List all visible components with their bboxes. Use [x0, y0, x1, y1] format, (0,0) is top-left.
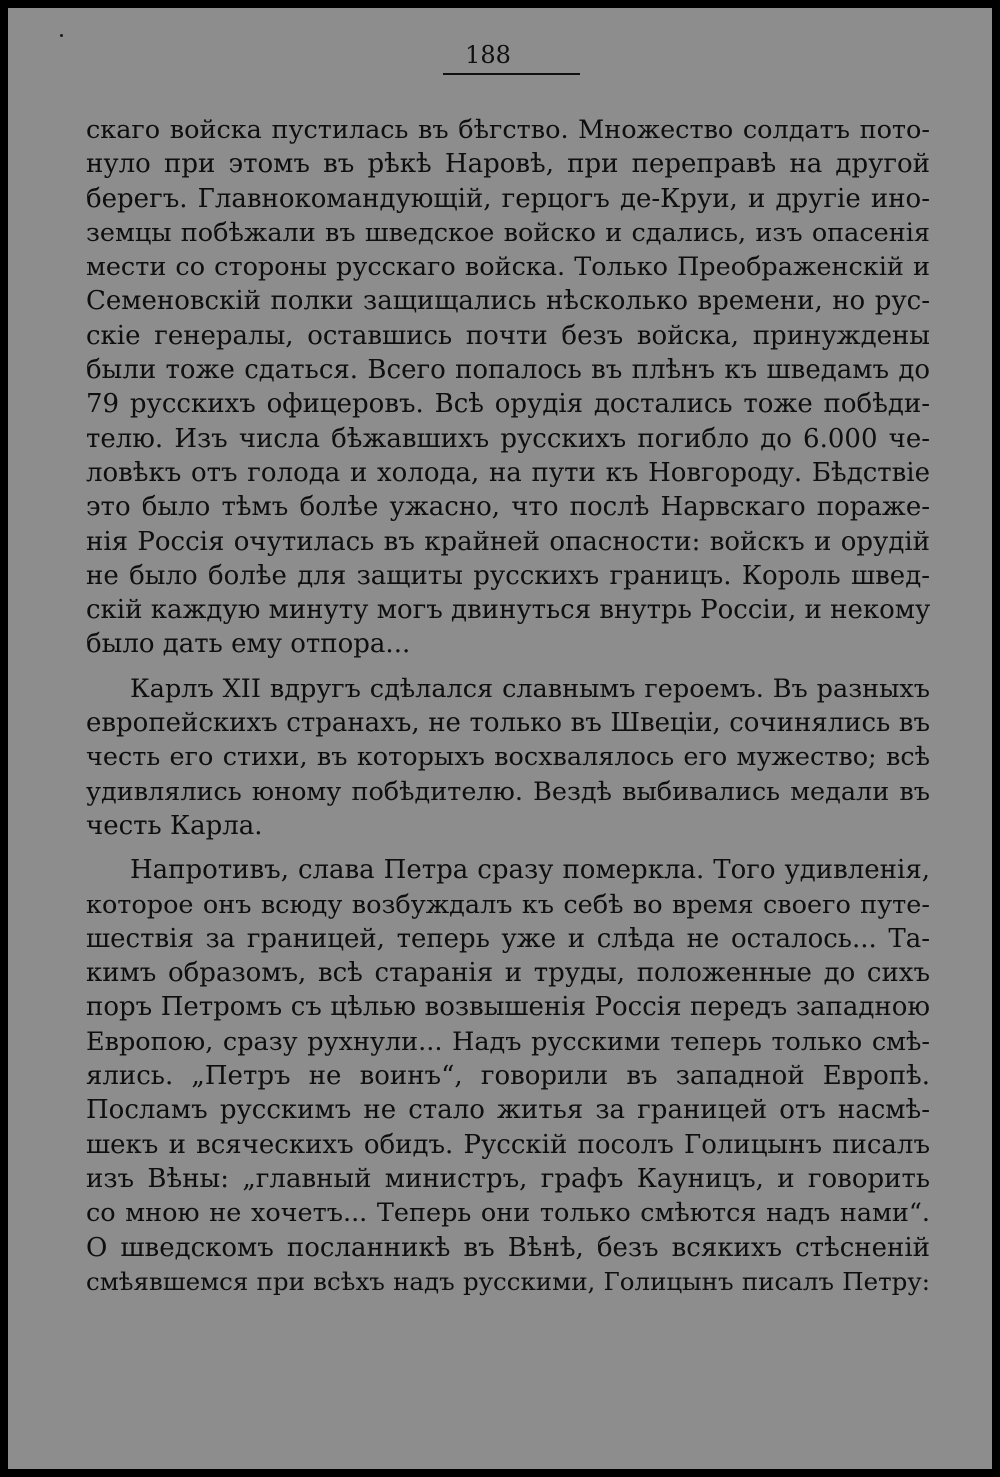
header-rule	[443, 73, 580, 75]
text-line: изъ Вѣны: „главный министръ, графъ Кауницъ, и говорить	[86, 1163, 930, 1194]
text-line: честь его стихи, въ которыхъ восхвалялось его мужество; всѣ	[86, 742, 930, 773]
text-line: не было болѣе для защиты русскихъ границъ. Король швед-	[86, 560, 930, 591]
body-text	[86, 113, 930, 1299]
text-line: смѣявшемся при всѣхъ надъ русскими, Голицынъ писалъ Петру:	[86, 1266, 930, 1296]
page-number: 188	[465, 41, 511, 69]
text-line: нуло при этомъ въ рѣкѣ Наровѣ, при переправѣ на другой	[86, 149, 930, 180]
text-line: европейскихъ странахъ, не только въ Швеціи, сочинялись въ	[86, 708, 930, 739]
text-line: шествія за границей, теперь уже и слѣда не осталось... Та-	[86, 923, 930, 954]
text-line: это было тѣмъ болѣе ужасно, что послѣ Нарвскаго пораже-	[86, 492, 930, 523]
text-line: ловѣкъ отъ голода и холода, на пути къ Новгороду. Бѣдствіе	[86, 457, 930, 488]
text-line: поръ Петромъ съ цѣлью возвышенія Россія передъ западною	[86, 992, 930, 1023]
text-line: Посламъ русскимъ не стало житья за границей отъ насмѣ-	[86, 1095, 930, 1126]
text-line: О шведскомъ посланникѣ въ Вѣнѣ, безъ всякихъ стѣсненій	[86, 1232, 930, 1263]
text-line: берегъ. Главнокомандующій, герцогъ де-Круи, и другіе ино-	[86, 183, 930, 214]
text-line: которое онъ всюду возбуждалъ къ себѣ во время своего путе-	[86, 889, 930, 920]
text-line: телю. Изъ числа бѣжавшихъ русскихъ погибло до 6.000 че-	[86, 423, 930, 454]
text-line: мести со стороны русскаго войска. Только Преображенскій и	[86, 252, 930, 283]
text-line: Семеновскій полки защищались нѣсколько времени, но рус-	[86, 286, 930, 317]
text-line: было дать ему отпора...	[86, 629, 411, 660]
text-line: земцы побѣжали въ шведское войско и сдались, изъ опасенія	[86, 217, 930, 248]
ink-speck	[60, 34, 63, 37]
text-line: ялись. „Петръ не воинъ“, говорили въ западной Европѣ.	[86, 1061, 930, 1092]
text-line: со мною не хочетъ... Теперь они только смѣются надъ нами“.	[86, 1198, 930, 1229]
text-line: Карлъ XII вдругъ сдѣлался славнымъ героемъ. Въ разныхъ	[130, 673, 930, 704]
text-line: шекъ и всяческихъ обидъ. Русскій посолъ Голицынъ писалъ	[86, 1129, 930, 1160]
page-header	[0, 40, 1000, 70]
text-line: 79 русскихъ офицеровъ. Всѣ орудія достались тоже побѣди-	[86, 389, 930, 420]
text-line: Европою, сразу рухнули... Надъ русскими теперь только смѣ-	[86, 1026, 930, 1057]
text-line: Напротивъ, слава Петра сразу померкла. Того удивленія,	[130, 855, 930, 886]
text-line: кимъ образомъ, всѣ старанія и труды, положенные до сихъ	[86, 958, 930, 989]
paragraph-gap	[86, 843, 930, 853]
text-line: скіе генералы, оставшись почти безъ войска, принуждены	[86, 320, 930, 351]
text-line: нія Россія очутилась въ крайней опасности: войскъ и орудій	[86, 526, 930, 557]
paragraph-gap	[86, 662, 930, 672]
text-line: честь Карла.	[86, 810, 263, 841]
text-line: скій каждую минуту могъ двинуться внутрь Россіи, и некому	[86, 595, 930, 626]
text-line: удивлялись юному побѣдителю. Вездѣ выбивались медали въ	[86, 776, 930, 807]
text-line: скаго войска пустилась въ бѣгство. Множество солдатъ пото-	[86, 115, 930, 145]
text-line: были тоже сдаться. Всего попалось въ плѣнъ къ шведамъ до	[86, 355, 930, 386]
